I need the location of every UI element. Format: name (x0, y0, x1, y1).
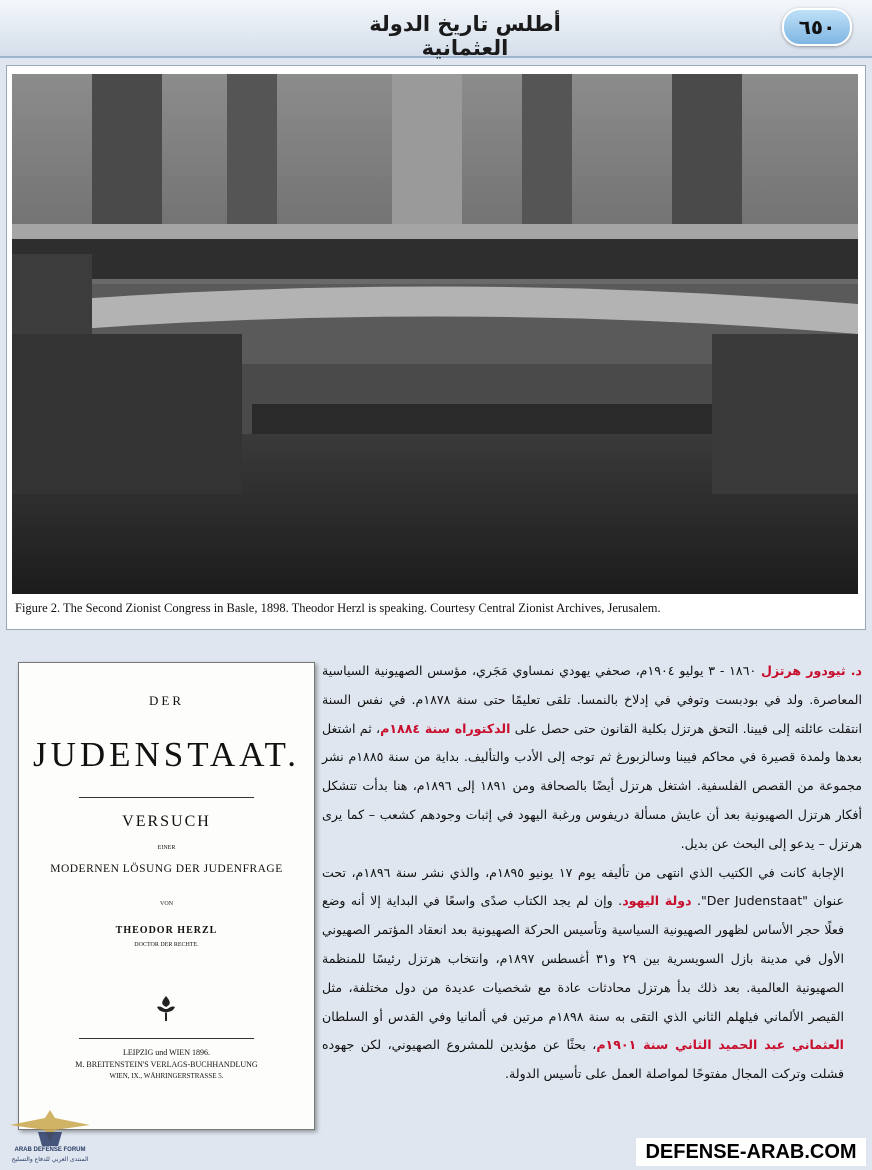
cover-der: DER (149, 693, 184, 708)
paragraph-herzl-bio (322, 657, 862, 859)
cover-subtitle: MODERNEN LÖSUNG DER JUDENFRAGE (50, 863, 283, 875)
article-text (322, 657, 862, 1089)
figure-frame (6, 65, 866, 630)
cover-versuch: VERSUCH (122, 813, 211, 830)
cover-von: VON (160, 901, 173, 907)
cover-title: JUDENSTAAT. (32, 735, 301, 774)
bio-text-b: ، ثم اشتغل بعدها ولمدة قصيرة في محاكم فيينا وسالزبورغ ثم توجه إلى الأدب والتأليف. بداية من سنة ١٨٨٥م نشر مجموعة من القصص الفلسفية. اشتغل هرتزل أيضًا بالصحافة ومن ١٨٩١ إلى ١٨٩٦م، هنا بدأت تتشكل أفكار هرتزل الصهيونية بعد أن عايش مسألة دريفوس ورغبة اليهود في إثبات وجودهم كشعب – كما يرى هرتزل – يدعو إلى البحث عن بديل. (322, 720, 863, 851)
sultan-highlight: العثماني عبد الحميد الثاني سنة ١٩٠١م (596, 1037, 844, 1053)
book-text-c: ، بحثًا عن مؤيدين للمشروع الصهيوني، لكن جهوده فشلت وتركت المجال مفتوحًا لمواصلة العمل على تأسيس الدولة. (322, 1037, 844, 1082)
cover-einer: EINER (157, 845, 176, 851)
forum-name: ARAB DEFENSE FORUM (14, 1147, 86, 1153)
site-watermark: DEFENSE-ARAB.COM (636, 1138, 866, 1166)
figure-caption: Figure 2. The Second Zionist Congress in Basle, 1898. Theodor Herzl is speaking. Courtesy Central Zionist Archives, Jerusalem. (15, 601, 661, 615)
paragraph-judenstaat (322, 859, 862, 1089)
cover-publisher-address: WIEN, IX., WÄHRINGERSTRASSE 5. (109, 1072, 224, 1080)
book-text-a: الإجابة كانت في الكتيب الذي انتهى من تأليفه يوم ١٧ يونيو ١٨٩٥م، والذي نشر سنة ١٨٩٦م، تحت عنوان "Der Judenstaat". (322, 864, 844, 909)
judenstaat-cover (18, 662, 315, 1130)
doctorate-highlight: الدكتوراه سنة ١٨٨٤م (380, 720, 511, 736)
page-header (0, 0, 872, 58)
cover-publisher: M. BREITENSTEIN'S VERLAGS-BUCHHANDLUNG (75, 1060, 258, 1069)
cover-publisher-city: LEIPZIG und WIEN 1896. (123, 1048, 210, 1057)
cover-rule-bottom (79, 1038, 254, 1039)
forum-name-ar: المنتدى العربي للدفاع والتسليح (11, 1156, 89, 1163)
bio-text-a: ١٨٦٠ - ٣ يوليو ١٩٠٤م، صحفي يهودي نمساوي مَجَري، مؤسس الصهيونية السياسية المعاصرة. ولد في بودبست وتوفي في إدلاخ بالنمسا. تلقى تعليمًا حتى سنة ١٨٧٨م. في نفس السنة انتقلت عائلته إلى فيينا. التحق هرتزل بكلية القانون حتى حصل على (322, 663, 862, 736)
cover-author: THEODOR HERZL (115, 925, 218, 936)
book-text-b: . وإن لم يجد الكتاب صدًى واسعًا في البداية إلا أنه وضع فعلًا حجر الأساس لظهور الصهيونية السياسية وتأسيس الحركة الصهيونية بعد انعقاد المؤتمر الصهيوني الأول في مدينة بازل السويسرية بين ٢٩ و٣١ أغسطس ١٨٩٧م، وانتخاب هرتزل رئيسًا للمنظمة الصهيونية العالمية. بعد ذلك بدأ هرتزل محادثات عادة مع شخصيات عديدة من دول مختلفة، مثل القيصر الألماني فيلهلم الثاني الذي التقى به سنة ١٨٩٨م مرتين في ألمانيا وفي القدس أو السلطان (322, 893, 845, 1024)
cover-rule (79, 797, 254, 798)
cover-doctor: DOCTOR DER RECHTE. (134, 942, 199, 948)
congress-photo (12, 74, 858, 594)
jewish-state-highlight: دولة اليهود (622, 893, 692, 909)
ornament-icon (151, 993, 181, 1023)
page-number: ٦٥٠ (782, 8, 852, 46)
atlas-title: أطلس تاريخ الدولة العثمانية (369, 12, 561, 60)
herzl-name: د. ثيودور هرتزل (761, 663, 862, 678)
